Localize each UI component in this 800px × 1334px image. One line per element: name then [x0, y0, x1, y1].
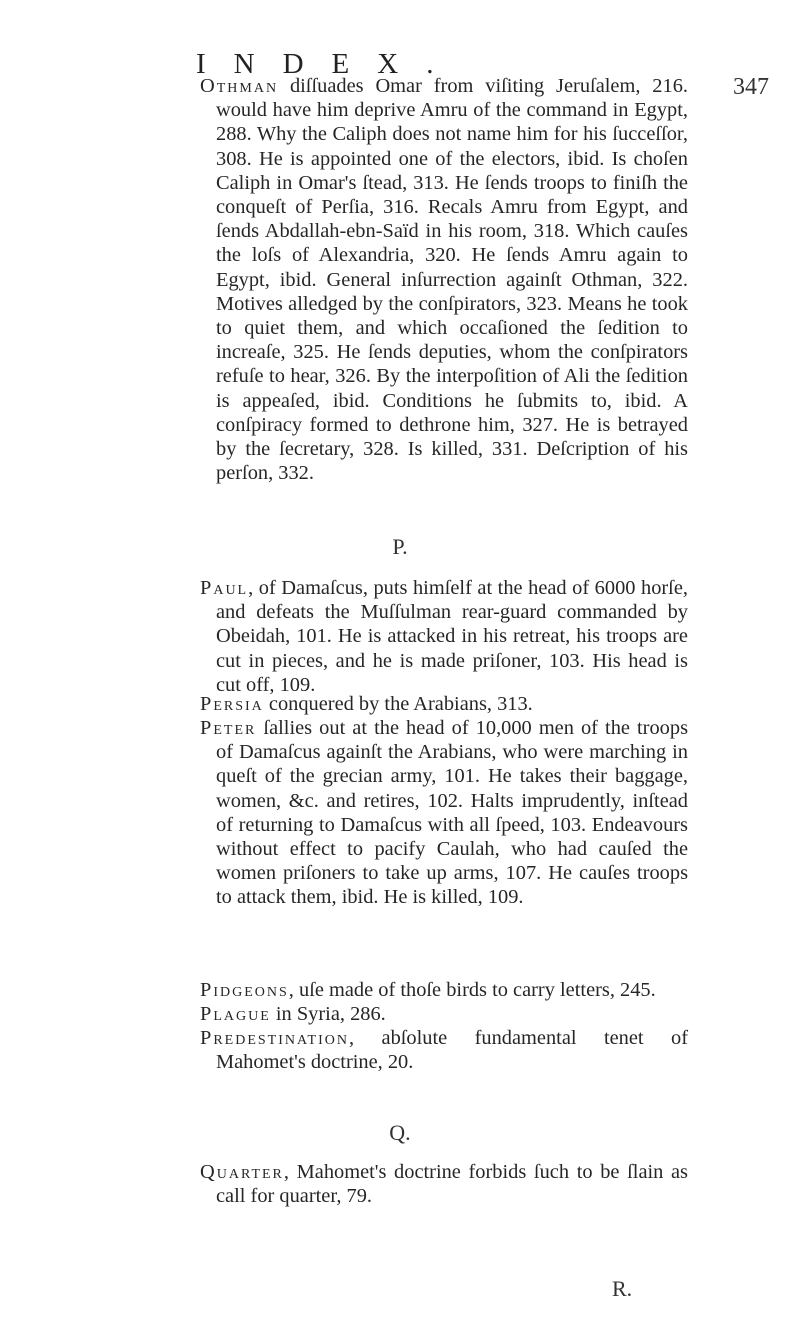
- page-number: 347: [733, 74, 769, 100]
- section-letter-p: P.: [392, 534, 408, 559]
- entry-head: Quarter: [200, 1161, 284, 1183]
- index-entry-persia: [200, 692, 688, 716]
- entry-text: conquered by the Arabians, 313.: [263, 693, 533, 715]
- section-letter-q: Q.: [389, 1120, 411, 1145]
- catchword: R.: [612, 1276, 633, 1301]
- entry-text: diſſuades Omar from viſiting Jeruſalem, 216. would have him deprive Amru of the command in Egypt, 288. Why the Caliph does not name him for his ſucceſſor, 308. He is appointed one of the electors, ibid. Is choſen Caliph in Omar's ſtead, 313. He ſends troops to finiſh the conqueſt of Perſia, 316. Recals Amru from Egypt, and ſends Abdallah-ebn-Saïd in his room, 318. Which cauſes the loſs of Alexandria, 320. He ſends Amru again to Egypt, ibid. General inſurrection againſt Othman, 322. Motives alledged by the conſpirators, 323. Means he took to quiet them, and which occaſioned the ſedition to increaſe, 325. He ſends deputies, whom the conſpirators refuſe to hear, 326. By the interpoſition of Ali the ſedition is appeaſed, ibid. Conditions he ſubmits to, ibid. A conſpiracy formed to dethrone him, 327. He is betrayed by the ſecretary, 328. Is killed, 331. Deſcription of his perſon, 332.: [216, 75, 688, 485]
- entry-head: Persia: [200, 693, 264, 715]
- entry-head: Pidgeons: [200, 979, 289, 1001]
- entry-text: in Syria, 286.: [270, 1003, 386, 1025]
- index-entry-plague: [200, 1002, 688, 1026]
- entry-head: Othman: [200, 75, 279, 97]
- running-head-title: INDEX.: [196, 48, 462, 80]
- index-entry-pidgeons: [200, 978, 688, 1002]
- index-entry-predestination: [200, 1026, 688, 1074]
- entry-head: Plague: [200, 1003, 271, 1025]
- entry-text: , of Damaſcus, puts himſelf at the head of 6000 horſe, and defeats the Muſſulman rear-guard commanded by Obeidah, 101. He is attacked in his retreat, his troops are cut in pieces, and he is made priſoner, 103. His head is cut off, 109.: [216, 577, 688, 696]
- entry-text: , uſe made of thoſe birds to carry letters, 245.: [288, 979, 656, 1001]
- entry-head: Peter: [200, 717, 257, 739]
- entry-head: Predestination: [200, 1027, 349, 1049]
- entry-text: , abſolute fundamental tenet of Mahomet's doctrine, 20.: [216, 1027, 688, 1074]
- index-entry-quarter: [200, 1160, 688, 1208]
- entry-text: ſallies out at the head of 10,000 men of the troops of Damaſcus againſt the Arabians, who were marching in queſt of the grecian army, 101. He takes their baggage, women, &c. and retires, 102. Halts imprudently, inſtead of returning to Damaſcus with all ſpeed, 103. Endeavours without effect to pacify Caulah, who had cauſed the women priſoners to take up arms, 107. He cauſes troops to attack them, ibid. He is killed, 109.: [216, 717, 688, 909]
- entry-text: , Mahomet's doctrine forbids ſuch to be ſlain as call for quarter, 79.: [216, 1161, 688, 1208]
- index-entry-othman: [200, 74, 688, 485]
- entry-head: Paul: [200, 577, 249, 599]
- index-entry-peter: [200, 716, 688, 910]
- index-entry-paul: [200, 576, 688, 697]
